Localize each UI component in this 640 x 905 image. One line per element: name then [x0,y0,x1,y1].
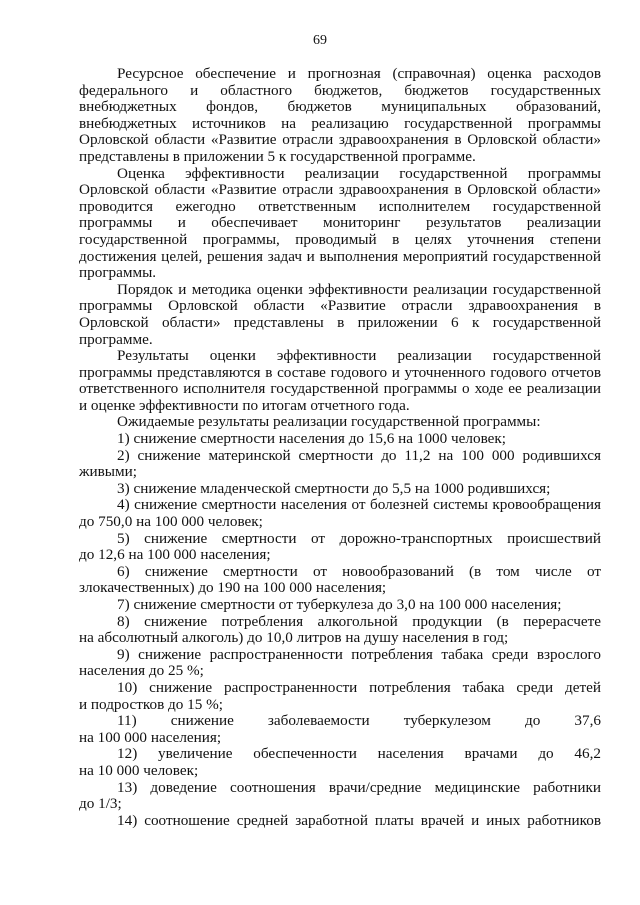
text-line: Орловской области» представлены в приложении 6 к государственной [79,313,601,331]
text-line: Ресурсное обеспечение и прогнозная (справочная) оценка расходов [117,65,601,82]
text-line: 6) снижение смертности от новообразований (в том числе от [117,562,601,580]
text-line: на абсолютный алкоголь) до 10,0 литров на душу населения в год; [79,629,509,647]
text-line: 13) доведение соотношения врачи/средние медицинские работники [117,778,601,796]
text-line: программы Орловской области «Развитие отрасли здравоохранения в [79,297,601,315]
text-line: 11) снижение заболеваемости туберкулезом до 37,6 [117,712,601,730]
text-line: 1) снижение смертности населения до 15,6 на 1000 человек; [117,430,506,448]
text-line: на 10 000 человек; [79,761,199,779]
text-line: программы. [79,264,157,282]
text-line: программы и обеспечивает мониторинг результатов реализации [79,214,601,232]
text-line: 12) увеличение обеспеченности населения врачами до 46,2 [117,745,601,763]
text-line: 14) соотношение средней заработной платы врачей и иных работников [117,811,601,829]
text-line: Орловской области «Развитие отрасли здравоохранения в Орловской области» [79,181,601,199]
text-line: Орловской области «Развитие отрасли здравоохранения в Орловской области» [79,131,601,149]
text-line: 2) снижение материнской смертности до 11,2 на 100 000 родившихся [117,446,601,464]
page-number: 69 [313,33,327,48]
text-line: Ожидаемые результаты реализации государственной программы: [117,413,541,431]
text-line: до 750,0 на 100 000 человек; [79,513,263,531]
text-line: 7) снижение смертности от туберкулеза до 3,0 на 100 000 населения; [117,596,562,613]
text-line: проводится ежегодно ответственным исполнителем государственной [79,197,601,215]
text-line: представлены в приложении 5 к государственной программе. [79,147,476,165]
text-line: 8) снижение потребления алкогольной продукции (в перерасчете [117,612,601,630]
text-line: 10) снижение распространенности потребления табака среди детей [117,678,601,696]
text-line: населения до 25 %; [79,662,204,680]
text-line: 9) снижение распространенности потребления табака среди взрослого [117,645,601,663]
text-line: и оценке эффективности по итогам отчетного года. [79,396,410,414]
text-line: до 12,6 на 100 000 населения; [79,546,271,564]
text-line: живыми; [79,463,137,481]
text-line: программе. [79,330,153,348]
text-line: 3) снижение младенческой смертности до 5,5 на 1000 родившихся; [117,479,551,497]
text-line: государственной программы, проводимый в целях уточнения степени [79,230,601,248]
text-line: Оценка эффективности реализации государственной программы [117,164,601,182]
text-line: программы представляются в составе годового и уточненного годового отчетов [79,363,601,381]
text-line: 4) снижение смертности населения от болезней системы кровообращения [117,496,601,514]
text-line: до 1/3; [79,795,122,813]
text-line: на 100 000 населения; [79,728,222,746]
text-line: достижения целей, решения задач и выполнения мероприятий государственной [79,247,601,265]
text-line: 5) снижение смертности от дорожно-транспортных происшествий [117,529,601,547]
document-body [79,66,601,829]
text-line: федерального и областного бюджетов, бюджетов государственных [79,81,601,99]
text-line: злокачественных) до 190 на 100 000 населения; [79,579,387,597]
text-line: и подростков до 15 %; [79,695,224,713]
text-line: внебюджетных источников на реализацию государственной программы [79,114,601,132]
text-line: ответственного исполнителя государственной программы о ходе ее реализации [79,380,601,398]
text-line: Результаты оценки эффективности реализации государственной [117,347,601,365]
text-line: Порядок и методика оценки эффективности реализации государственной [117,280,601,298]
text-line: внебюджетных фондов, бюджетов муниципальных образований, [79,98,601,116]
